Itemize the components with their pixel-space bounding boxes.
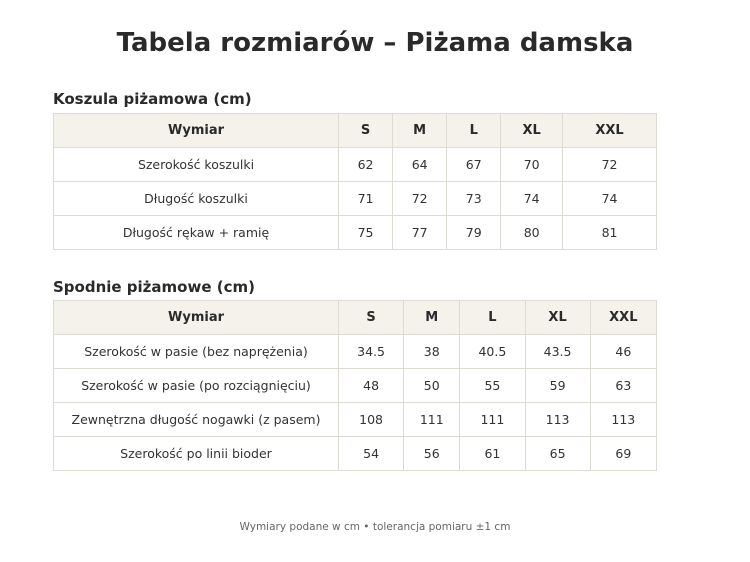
row-label: Szerokość w pasie (po rozciągnięciu) (54, 369, 339, 403)
size-header: L (460, 301, 525, 335)
size-header: M (404, 301, 460, 335)
table-row (54, 369, 657, 403)
value-cell: 34.5 (339, 335, 404, 369)
value-cell: 111 (404, 403, 460, 437)
value-cell: 38 (404, 335, 460, 369)
value-cell: 74 (563, 182, 657, 216)
value-cell: 55 (460, 369, 525, 403)
value-cell: 48 (339, 369, 404, 403)
value-cell: 64 (393, 148, 447, 182)
row-label: Długość rękaw + ramię (54, 216, 339, 250)
size-header: XL (525, 301, 590, 335)
row-label: Długość koszulki (54, 182, 339, 216)
value-cell: 59 (525, 369, 590, 403)
value-cell: 71 (339, 182, 393, 216)
table-row (54, 216, 657, 250)
value-cell: 62 (339, 148, 393, 182)
value-cell: 80 (501, 216, 563, 250)
value-cell: 46 (590, 335, 656, 369)
value-cell: 79 (447, 216, 501, 250)
footer-note: Wymiary podane w cm • tolerancja pomiaru ±1 cm (239, 521, 511, 533)
header-row (54, 301, 657, 335)
table-row (54, 437, 657, 471)
size-header: XL (501, 114, 563, 148)
value-cell: 40.5 (460, 335, 525, 369)
value-cell: 111 (460, 403, 525, 437)
row-label: Szerokość koszulki (54, 148, 339, 182)
value-cell: 70 (501, 148, 563, 182)
value-cell: 69 (590, 437, 656, 471)
value-cell: 75 (339, 216, 393, 250)
table-row (54, 182, 657, 216)
table-row (54, 148, 657, 182)
value-cell: 72 (393, 182, 447, 216)
row-label: Szerokość w pasie (bez naprężenia) (54, 335, 339, 369)
page-title: Tabela rozmiarów – Piżama damska (116, 28, 634, 58)
row-label: Szerokość po linii bioder (54, 437, 339, 471)
shirt-size-table (53, 113, 657, 250)
size-header: S (339, 114, 393, 148)
pants-size-table (53, 300, 657, 471)
table-row (54, 403, 657, 437)
size-header: S (339, 301, 404, 335)
header-cell: Wymiar (54, 301, 339, 335)
value-cell: 108 (339, 403, 404, 437)
value-cell: 77 (393, 216, 447, 250)
pants-heading: Spodnie piżamowe (cm) (53, 278, 255, 296)
value-cell: 63 (590, 369, 656, 403)
value-cell: 74 (501, 182, 563, 216)
value-cell: 56 (404, 437, 460, 471)
value-cell: 43.5 (525, 335, 590, 369)
value-cell: 73 (447, 182, 501, 216)
size-header: M (393, 114, 447, 148)
size-header: L (447, 114, 501, 148)
size-header: XXL (563, 114, 657, 148)
value-cell: 113 (590, 403, 656, 437)
value-cell: 81 (563, 216, 657, 250)
value-cell: 113 (525, 403, 590, 437)
row-label: Zewnętrzna długość nogawki (z pasem) (54, 403, 339, 437)
value-cell: 54 (339, 437, 404, 471)
value-cell: 50 (404, 369, 460, 403)
value-cell: 72 (563, 148, 657, 182)
value-cell: 65 (525, 437, 590, 471)
shirt-heading: Koszula piżamowa (cm) (53, 90, 252, 108)
header-cell: Wymiar (54, 114, 339, 148)
header-row (54, 114, 657, 148)
value-cell: 61 (460, 437, 525, 471)
size-header: XXL (590, 301, 656, 335)
value-cell: 67 (447, 148, 501, 182)
table-row (54, 335, 657, 369)
